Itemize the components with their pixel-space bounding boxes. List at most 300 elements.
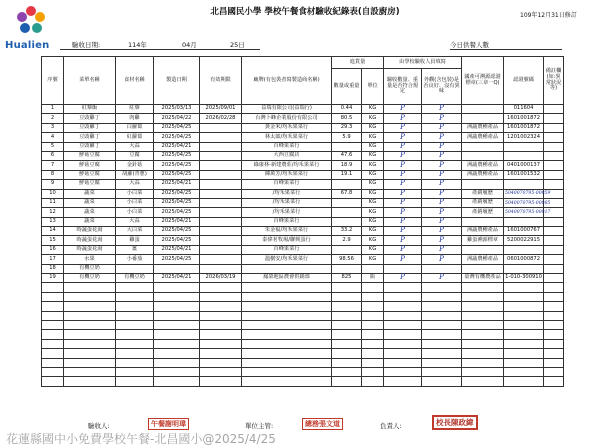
cell-vendor: /均禾果菜行 xyxy=(242,189,332,198)
cell-seq: 11 xyxy=(42,198,64,207)
cell-dish: 蔬菜 xyxy=(64,217,116,226)
cell-cert-no xyxy=(504,320,544,329)
cell-mfg-date xyxy=(154,264,200,273)
cell-unit xyxy=(362,377,384,386)
cell-qty: 67.8 xyxy=(332,189,362,198)
cell-check-appearance: P xyxy=(422,227,462,236)
cell-unit: KG xyxy=(362,208,384,217)
cell-check-qty: P xyxy=(384,180,422,189)
cell-dish: 時蔬蛋花湯 xyxy=(64,227,116,236)
cell-check-appearance xyxy=(422,320,462,329)
cell-cert-no xyxy=(504,283,544,292)
cell-remark xyxy=(544,105,564,114)
cell-check-qty: P xyxy=(384,274,422,283)
cell-qty: 0.44 xyxy=(332,105,362,114)
cell-dish: 有機豆奶 xyxy=(64,274,116,283)
table-row xyxy=(42,151,564,160)
cell-ingredient: 肉雞 xyxy=(116,114,154,123)
cell-unit xyxy=(362,339,384,348)
cell-check-appearance xyxy=(422,330,462,339)
header-check-appearance: 外觀(含包裝)是否良好、沒有異味 xyxy=(422,69,462,105)
table-row xyxy=(42,245,564,254)
cell-mfg-date xyxy=(154,292,200,301)
table-row xyxy=(42,255,564,264)
cell-remark xyxy=(544,151,564,160)
cell-mfg-date: 2025/04/22 xyxy=(154,114,200,123)
cell-exp-date xyxy=(200,320,242,329)
cell-vendor: 百峰果菜行 xyxy=(242,245,332,254)
cell-vendor: 百峰果菜行 xyxy=(242,180,332,189)
cell-remark xyxy=(544,133,564,142)
cell-remark xyxy=(544,377,564,386)
cell-dish xyxy=(64,283,116,292)
cell-unit: KG xyxy=(362,180,384,189)
cell-seq xyxy=(42,292,64,301)
inspector-stamp: 午餐謝明瑋 xyxy=(148,418,189,430)
cell-mfg-date: 2025/04/21 xyxy=(154,245,200,254)
cell-seq xyxy=(42,283,64,292)
cell-remark xyxy=(544,292,564,301)
cell-remark xyxy=(544,123,564,132)
cell-cert xyxy=(462,180,504,189)
cell-check-qty: P xyxy=(384,170,422,179)
cell-seq: 2 xyxy=(42,114,64,123)
cell-seq xyxy=(42,302,64,311)
cell-unit: KG xyxy=(362,189,384,198)
cell-exp-date xyxy=(200,358,242,367)
cell-remark xyxy=(544,114,564,123)
cell-seq: 10 xyxy=(42,189,64,198)
cell-exp-date xyxy=(200,123,242,132)
cell-seq: 17 xyxy=(42,255,64,264)
cell-vendor xyxy=(242,320,332,329)
cell-remark xyxy=(544,264,564,273)
cell-remark xyxy=(544,311,564,320)
cell-check-qty xyxy=(384,339,422,348)
table-row xyxy=(42,227,564,236)
cell-ingredient: 雞蛋 xyxy=(116,236,154,245)
cell-cert: 洲蔬農種產品 xyxy=(462,123,504,132)
cell-mfg-date: 2025/04/25 xyxy=(154,227,200,236)
header-dish: 菜單名稱 xyxy=(64,57,116,105)
cell-dish: 鮮菇豆腐 xyxy=(64,180,116,189)
cell-exp-date xyxy=(200,339,242,348)
cell-cert xyxy=(462,377,504,386)
cell-qty xyxy=(332,377,362,386)
cell-exp-date xyxy=(200,283,242,292)
cell-remark xyxy=(544,217,564,226)
cell-mfg-date: 2025/04/25 xyxy=(154,198,200,207)
cell-remark xyxy=(544,180,564,189)
cell-cert-no xyxy=(504,245,544,254)
supply-count-label: 今日供餐人數 xyxy=(450,41,489,49)
cell-cert xyxy=(462,349,504,358)
header-seq: 序號 xyxy=(42,57,64,105)
cell-check-qty: P xyxy=(384,105,422,114)
cell-seq: 3 xyxy=(42,123,64,132)
cell-remark xyxy=(544,236,564,245)
cell-dish xyxy=(64,377,116,386)
cell-cert-no xyxy=(504,349,544,358)
cell-dish xyxy=(64,330,116,339)
cell-cert: 洲蔬農種產品 xyxy=(462,255,504,264)
cell-dish xyxy=(64,339,116,348)
cell-exp-date xyxy=(200,245,242,254)
cell-vendor xyxy=(242,367,332,376)
cell-unit: KG xyxy=(362,114,384,123)
cell-check-qty: P xyxy=(384,189,422,198)
table-row xyxy=(42,302,564,311)
inspection-month: 04月 xyxy=(182,41,197,49)
cell-cert xyxy=(462,292,504,301)
cell-mfg-date: 2025/04/25 xyxy=(154,161,200,170)
cell-check-appearance xyxy=(422,302,462,311)
cell-check-qty: P xyxy=(384,255,422,264)
cell-ingredient xyxy=(116,367,154,376)
cell-check-qty: P xyxy=(384,236,422,245)
header-unit: 單位 xyxy=(362,69,384,105)
cell-ingredient xyxy=(116,292,154,301)
document-title: 北昌國民小學 學校午餐食材驗收紀錄表(自設廚房) xyxy=(210,7,400,17)
cell-qty xyxy=(332,367,362,376)
cell-check-appearance: P xyxy=(422,236,462,245)
cell-seq: 16 xyxy=(42,245,64,254)
cell-mfg-date: 2025/04/21 xyxy=(154,180,200,189)
cell-seq: 5 xyxy=(42,142,64,151)
cell-check-qty xyxy=(384,377,422,386)
cell-unit: KG xyxy=(362,151,384,160)
table-row xyxy=(42,161,564,170)
cell-ingredient xyxy=(116,339,154,348)
cell-unit: KG xyxy=(362,198,384,207)
header-exp-date: 有效期限 xyxy=(200,57,242,105)
cell-check-appearance: P xyxy=(422,208,462,217)
cell-vendor: 台灣卜蜂企業股份有限公司 xyxy=(242,114,332,123)
cell-mfg-date: 2025/04/25 xyxy=(154,123,200,132)
cell-qty xyxy=(332,208,362,217)
cell-exp-date xyxy=(200,217,242,226)
cell-vendor xyxy=(242,292,332,301)
cell-exp-date: 2025/09/01 xyxy=(200,105,242,114)
cell-check-qty xyxy=(384,292,422,301)
cell-cert xyxy=(462,339,504,348)
cell-cert xyxy=(462,105,504,114)
cell-exp-date xyxy=(200,208,242,217)
cell-cert xyxy=(462,358,504,367)
table-row xyxy=(42,208,564,217)
cell-vendor: 朱金福/均禾果菜行 xyxy=(242,227,332,236)
cell-mfg-date: 2025/04/25 xyxy=(154,208,200,217)
cell-unit xyxy=(362,302,384,311)
cell-seq: 1 xyxy=(42,105,64,114)
cell-mfg-date xyxy=(154,358,200,367)
table-row xyxy=(42,330,564,339)
cell-cert xyxy=(462,217,504,226)
cell-cert xyxy=(462,264,504,273)
cell-unit xyxy=(362,330,384,339)
cell-dish xyxy=(64,349,116,358)
table-row xyxy=(42,377,564,386)
cell-remark xyxy=(544,255,564,264)
hualien-flower-logo-icon xyxy=(14,3,48,37)
table-row xyxy=(42,292,564,301)
cell-cert-no xyxy=(504,292,544,301)
cell-cert-no: 5200022915 xyxy=(504,236,544,245)
cell-unit xyxy=(362,367,384,376)
cell-vendor: 陳萬芳/均禾果菜行 xyxy=(242,170,332,179)
cell-cert: 產銷履歷 xyxy=(462,198,504,207)
cell-seq: 18 xyxy=(42,264,64,273)
cell-ingredient: 有機豆奶 xyxy=(116,274,154,283)
cell-remark xyxy=(544,320,564,329)
cell-dish: 豆豉雞丁 xyxy=(64,142,116,151)
cell-check-appearance: P xyxy=(422,161,462,170)
cell-dish: 蔬菜 xyxy=(64,198,116,207)
cell-cert-no: 0601000872 xyxy=(504,255,544,264)
cell-seq xyxy=(42,358,64,367)
cell-vendor: /均禾果菜行 xyxy=(242,198,332,207)
cell-seq: 8 xyxy=(42,170,64,179)
cell-check-qty xyxy=(384,264,422,273)
cell-ingredient xyxy=(116,283,154,292)
cell-exp-date xyxy=(200,367,242,376)
cell-qty: 29.3 xyxy=(332,123,362,132)
cell-cert: 洲蔬農種產品 xyxy=(462,161,504,170)
cell-cert-no: 1601001872 xyxy=(504,114,544,123)
cell-check-qty: P xyxy=(384,142,422,151)
cell-exp-date xyxy=(200,377,242,386)
cell-exp-date xyxy=(200,133,242,142)
cell-check-appearance xyxy=(422,377,462,386)
cell-exp-date xyxy=(200,142,242,151)
table-row xyxy=(42,367,564,376)
cell-qty xyxy=(332,339,362,348)
cell-check-qty xyxy=(384,283,422,292)
cell-exp-date xyxy=(200,198,242,207)
cell-qty: 98.56 xyxy=(332,255,362,264)
cell-unit: KG xyxy=(362,217,384,226)
cell-qty: 5.9 xyxy=(332,133,362,142)
cell-cert-no: 1601001532 xyxy=(504,170,544,179)
cell-exp-date xyxy=(200,236,242,245)
cell-dish: 水果 xyxy=(64,255,116,264)
cell-vendor: 百峰果菜行 xyxy=(242,217,332,226)
cell-cert-no xyxy=(504,151,544,160)
cell-cert-no xyxy=(504,311,544,320)
cell-mfg-date: 2025/04/25 xyxy=(154,133,200,142)
cell-dish xyxy=(64,311,116,320)
table-row xyxy=(42,358,564,367)
cell-unit: KG xyxy=(362,245,384,254)
cell-unit: KG xyxy=(362,133,384,142)
table-row xyxy=(42,170,564,179)
cell-cert-no: 011604 xyxy=(504,105,544,114)
header-cert-no: 認證號碼 xyxy=(504,57,544,105)
cell-remark xyxy=(544,245,564,254)
table-row xyxy=(42,311,564,320)
table-row xyxy=(42,320,564,329)
table-row xyxy=(42,274,564,283)
cell-unit: KG xyxy=(362,105,384,114)
cell-cert xyxy=(462,114,504,123)
cell-ingredient: 小白菜 xyxy=(116,198,154,207)
cell-check-qty: P xyxy=(384,208,422,217)
cell-vendor: 林太郎/均禾果菜行 xyxy=(242,133,332,142)
cell-check-appearance: P xyxy=(422,151,462,160)
cell-ingredient xyxy=(116,311,154,320)
cell-check-appearance xyxy=(422,264,462,273)
revision-date: 109年12月31日修訂 xyxy=(520,12,577,19)
cell-dish xyxy=(64,367,116,376)
table-row xyxy=(42,123,564,132)
cell-vendor: 鳳榮地區農會供銷部 xyxy=(242,274,332,283)
cell-exp-date xyxy=(200,189,242,198)
cell-remark xyxy=(544,358,564,367)
cell-seq xyxy=(42,339,64,348)
cell-mfg-date xyxy=(154,330,200,339)
cell-cert-no: 1601000767 xyxy=(504,227,544,236)
cell-seq: 6 xyxy=(42,151,64,160)
cell-qty xyxy=(332,245,362,254)
table-row xyxy=(42,236,564,245)
cell-seq xyxy=(42,330,64,339)
cell-cert xyxy=(462,330,504,339)
cell-ingredient: 金針菇 xyxy=(116,161,154,170)
cell-remark xyxy=(544,349,564,358)
cell-cert xyxy=(462,142,504,151)
cell-ingredient: 小番茄 xyxy=(116,255,154,264)
cell-mfg-date: 2025/04/21 xyxy=(154,217,200,226)
table-row xyxy=(42,283,564,292)
cell-check-appearance: P xyxy=(422,142,462,151)
table-row xyxy=(42,198,564,207)
cell-exp-date xyxy=(200,302,242,311)
cell-qty xyxy=(332,264,362,273)
cell-dish: 蔬菜 xyxy=(64,189,116,198)
cell-cert-no: 1601001872 xyxy=(504,123,544,132)
cell-qty xyxy=(332,198,362,207)
table-row xyxy=(42,189,564,198)
cell-cert-no xyxy=(504,367,544,376)
cell-check-appearance xyxy=(422,349,462,358)
cell-unit xyxy=(362,264,384,273)
cell-check-qty xyxy=(384,320,422,329)
supply-underline xyxy=(450,49,562,50)
cell-mfg-date: 2025/04/25 xyxy=(154,255,200,264)
table-row xyxy=(42,142,564,151)
cell-seq: 15 xyxy=(42,236,64,245)
cell-vendor: 益瑞有限公司(益瑞行) xyxy=(242,105,332,114)
cell-exp-date: 2026/02/28 xyxy=(200,114,242,123)
cell-check-qty xyxy=(384,367,422,376)
cell-dish: 鮮菇豆腐 xyxy=(64,151,116,160)
cell-exp-date: 2026/03/19 xyxy=(200,274,242,283)
cell-remark xyxy=(544,227,564,236)
logo-text: Hualien xyxy=(5,40,50,51)
cell-cert-no xyxy=(504,142,544,151)
cell-check-qty: P xyxy=(384,161,422,170)
cell-check-appearance: P xyxy=(422,170,462,179)
cell-exp-date xyxy=(200,227,242,236)
cell-check-qty xyxy=(384,302,422,311)
cell-cert-no xyxy=(504,330,544,339)
cell-vendor: 大西豆腐店 xyxy=(242,151,332,160)
cell-unit xyxy=(362,358,384,367)
cell-cert-no xyxy=(504,264,544,273)
inspection-year: 114年 xyxy=(128,41,147,49)
cell-mfg-date xyxy=(154,349,200,358)
cell-qty: 33.2 xyxy=(332,227,362,236)
cell-check-appearance: P xyxy=(422,189,462,198)
cell-cert xyxy=(462,151,504,160)
cell-cert-no: 1-010-300910 xyxy=(504,274,544,283)
date-underline xyxy=(60,49,260,50)
cell-ingredient: 紅藜 xyxy=(116,105,154,114)
cell-ingredient: 大蒜 xyxy=(116,180,154,189)
cell-ingredient: 豆腐 xyxy=(116,151,154,160)
unit-head-label: 單位主管: xyxy=(245,422,274,430)
cell-seq xyxy=(42,311,64,320)
header-vendor: 廠牌(有包裝者寫製造商名稱) xyxy=(242,57,332,105)
cell-exp-date xyxy=(200,180,242,189)
cell-check-appearance: P xyxy=(422,123,462,132)
unit-head-stamp: 總務張文道 xyxy=(302,418,343,430)
cell-cert-no: 5040070795-00017 xyxy=(504,208,544,217)
cell-seq: 19 xyxy=(42,274,64,283)
cell-mfg-date: 2025/04/25 xyxy=(154,236,200,245)
cell-cert-no: 5040070795-00085 xyxy=(504,198,544,207)
cell-cert-no xyxy=(504,339,544,348)
cell-cert xyxy=(462,245,504,254)
cell-vendor xyxy=(242,283,332,292)
cell-cert-no: 0401000137 xyxy=(504,161,544,170)
cell-seq: 12 xyxy=(42,208,64,217)
cell-qty xyxy=(332,302,362,311)
cell-mfg-date: 2025/04/25 xyxy=(154,170,200,179)
cell-qty: 825 xyxy=(332,274,362,283)
cell-mfg-date xyxy=(154,311,200,320)
cell-remark xyxy=(544,302,564,311)
table-row xyxy=(42,133,564,142)
cell-remark xyxy=(544,283,564,292)
cell-mfg-date xyxy=(154,367,200,376)
cell-exp-date xyxy=(200,292,242,301)
cell-unit xyxy=(362,320,384,329)
cell-exp-date xyxy=(200,170,242,179)
cell-unit: KG xyxy=(362,142,384,151)
cell-seq: 14 xyxy=(42,227,64,236)
cell-unit: KG xyxy=(362,170,384,179)
cell-dish: 有機豆奶 xyxy=(64,264,116,273)
cell-vendor: /均禾果菜行 xyxy=(242,208,332,217)
cell-unit: KG xyxy=(362,161,384,170)
cell-remark xyxy=(544,274,564,283)
cell-dish: 紅藜飯 xyxy=(64,105,116,114)
cell-dish xyxy=(64,302,116,311)
cell-remark xyxy=(544,142,564,151)
cell-check-qty: P xyxy=(384,114,422,123)
cell-cert-no xyxy=(504,180,544,189)
cell-exp-date xyxy=(200,349,242,358)
cell-ingredient xyxy=(116,377,154,386)
header-ingredient: 食材名稱 xyxy=(116,57,154,105)
cell-ingredient xyxy=(116,320,154,329)
inspection-day: 25日 xyxy=(230,41,245,49)
cell-vendor xyxy=(242,377,332,386)
cell-cert: 雞蛋溯源標章 xyxy=(462,236,504,245)
cell-dish: 蔬菜 xyxy=(64,208,116,217)
cell-seq: 7 xyxy=(42,161,64,170)
